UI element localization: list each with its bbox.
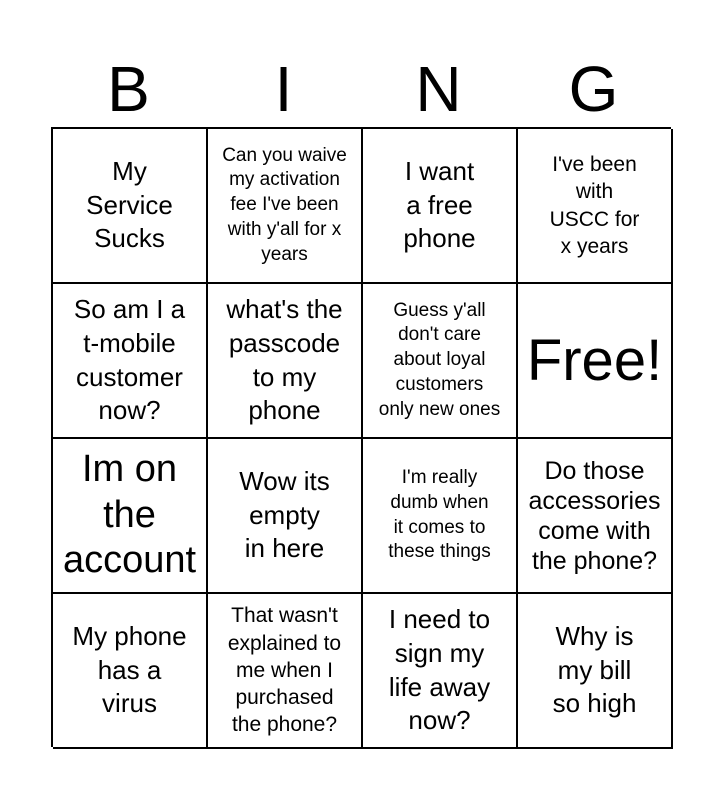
bingo-cell[interactable]: Wow its empty in here <box>208 439 363 594</box>
header-letter-b: B <box>107 53 150 125</box>
bingo-cell[interactable]: I need to sign my life away now? <box>363 594 518 749</box>
bingo-cell[interactable]: I want a free phone <box>363 129 518 284</box>
header-letter-i: I <box>274 53 293 125</box>
bingo-cell[interactable]: Can you waive my activation fee I've been with y'all for x years <box>208 129 363 284</box>
bingo-cell[interactable]: Why is my bill so high <box>518 594 673 749</box>
header-letter-n: N <box>415 53 462 125</box>
bingo-cell[interactable]: My Service Sucks <box>53 129 208 284</box>
bingo-cell[interactable]: I'm really dumb when it comes to these things <box>363 439 518 594</box>
bingo-cell[interactable]: I've been with USCC for x years <box>518 129 673 284</box>
bingo-cell[interactable]: So am I a t-mobile customer now? <box>53 284 208 439</box>
bingo-cell[interactable]: My phone has a virus <box>53 594 208 749</box>
header-letter-g: G <box>568 53 619 125</box>
bingo-cell[interactable]: Do those accessories come with the phone? <box>518 439 673 594</box>
bingo-cell[interactable]: Im on the account <box>53 439 208 594</box>
bingo-cell[interactable]: That wasn't explained to me when I purchased the phone? <box>208 594 363 749</box>
bingo-cell[interactable]: Guess y'all don't care about loyal customers only new ones <box>363 284 518 439</box>
bingo-cell[interactable]: what's the passcode to my phone <box>208 284 363 439</box>
bingo-grid <box>51 127 671 747</box>
bingo-header <box>51 50 671 128</box>
free-space-cell[interactable]: Free! <box>518 284 673 439</box>
